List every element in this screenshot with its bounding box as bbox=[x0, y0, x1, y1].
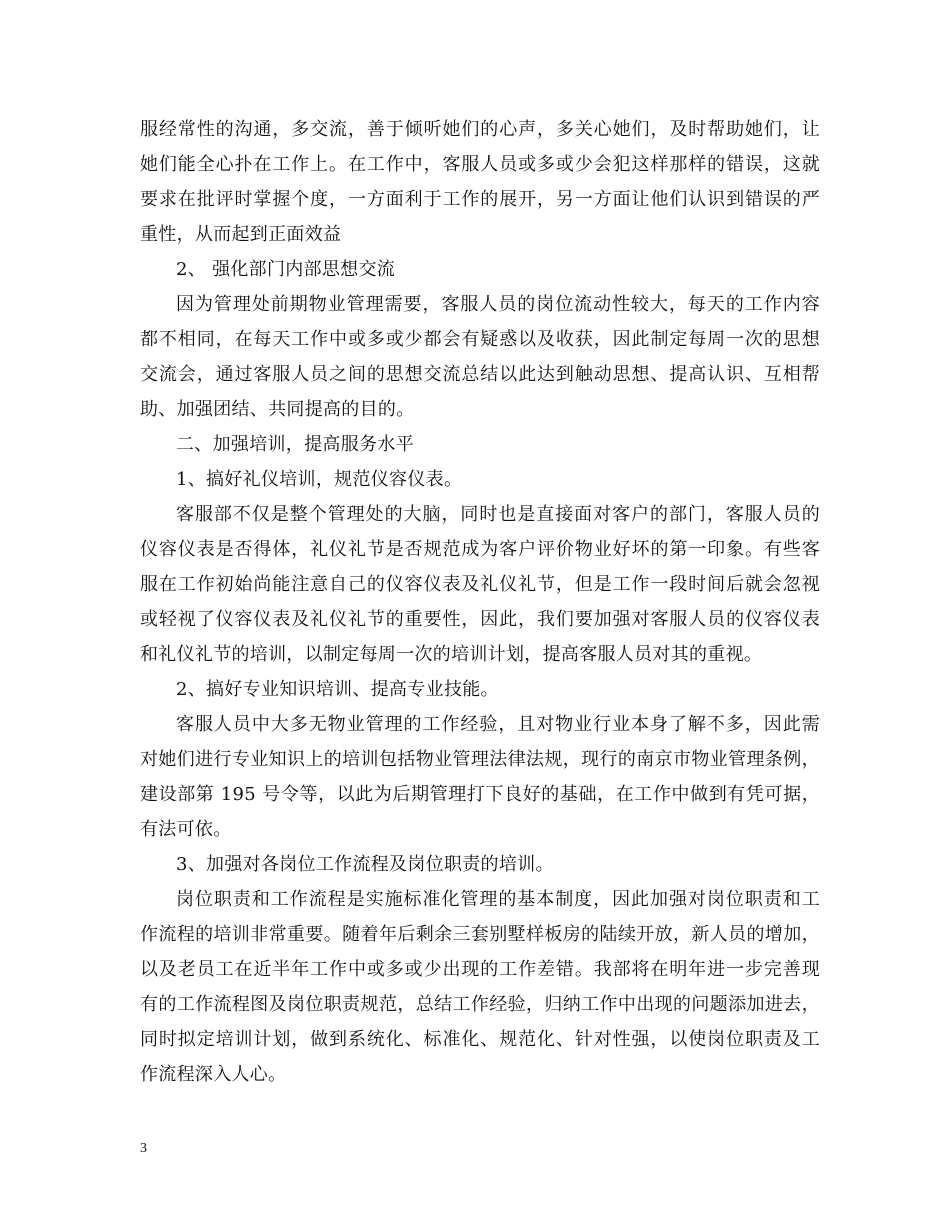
body-text-line: 她们能全心扑在工作上。在工作中，客服人员或多或少会犯这样那样的错误，这就 bbox=[140, 154, 820, 175]
section-heading: 2、 强化部门内部思想交流 bbox=[176, 259, 396, 280]
body-text-line: 或轻视了仪容仪表及礼仪礼节的重要性，因此，我们要加强对客服人员的仪容仪表 bbox=[140, 609, 820, 630]
paragraph-first-line: 客服部不仅是整个管理处的大脑，同时也是直接面对客户的部门，客服人员的 bbox=[176, 504, 820, 525]
body-text-line: 有法可依。 bbox=[140, 819, 232, 840]
body-text-line: 交流会，通过客服人员之间的思想交流总结以此达到触动思想、提高认识、互相帮 bbox=[140, 364, 820, 385]
body-text-line: 对她们进行专业知识上的培训包括物业管理法律法规，现行的南京市物业管理条例， bbox=[140, 749, 820, 770]
page-number: 3 bbox=[140, 1141, 147, 1156]
body-text-line: 有的工作流程图及岗位职责规范，总结工作经验，归纳工作中出现的问题添加进去， bbox=[140, 994, 820, 1015]
body-text-line: 建设部第 195 号令等，以此为后期管理打下良好的基础，在工作中做到有凭可据， bbox=[140, 784, 820, 805]
body-text-line: 要求在批评时掌握个度，一方面利于工作的展开，另一方面让他们认识到错误的严 bbox=[140, 189, 820, 210]
body-text-line: 作流程深入人心。 bbox=[140, 1064, 287, 1085]
section-heading: 二、加强培训，提高服务水平 bbox=[176, 434, 414, 455]
paragraph-first-line: 因为管理处前期物业管理需要，客服人员的岗位流动性较大，每天的工作内容 bbox=[176, 294, 820, 315]
subsection-heading: 3、加强对各岗位工作流程及岗位职责的培训。 bbox=[176, 854, 554, 875]
body-text-line: 以及老员工在近半年工作中或多或少出现的工作差错。我部将在明年进一步完善现 bbox=[140, 959, 820, 980]
paragraph-first-line: 岗位职责和工作流程是实施标准化管理的基本制度，因此加强对岗位职责和工 bbox=[176, 889, 820, 910]
body-text-line: 同时拟定培训计划，做到系统化、标准化、规范化、针对性强，以使岗位职责及工 bbox=[140, 1029, 820, 1050]
body-text-line: 服经常性的沟通，多交流，善于倾听她们的心声，多关心她们，及时帮助她们，让 bbox=[140, 119, 820, 140]
subsection-heading: 1、搞好礼仪培训，规范仪容仪表。 bbox=[176, 469, 463, 490]
body-text-line: 重性，从而起到正面效益 bbox=[140, 224, 342, 245]
subsection-heading: 2、搞好专业知识培训、提高专业技能。 bbox=[176, 679, 499, 700]
body-text-line: 和礼仪礼节的培训，以制定每周一次的培训计划，提高客服人员对其的重视。 bbox=[140, 644, 763, 665]
body-text-line: 作流程的培训非常重要。随着年后剩余三套别墅样板房的陆续开放，新人员的增加， bbox=[140, 924, 820, 945]
body-text-line: 都不相同，在每天工作中或多或少都会有疑惑以及收获，因此制定每周一次的思想 bbox=[140, 329, 820, 350]
paragraph-first-line: 客服人员中大多无物业管理的工作经验，且对物业行业本身了解不多，因此需 bbox=[176, 714, 820, 735]
body-text-line: 仪容仪表是否得体，礼仪礼节是否规范成为客户评价物业好坏的第一印象。有些客 bbox=[140, 539, 820, 560]
body-text-line: 服在工作初始尚能注意自己的仪容仪表及礼仪礼节，但是工作一段时间后就会忽视 bbox=[140, 574, 820, 595]
body-text-line: 助、加强团结、共同提高的目的。 bbox=[140, 399, 415, 420]
